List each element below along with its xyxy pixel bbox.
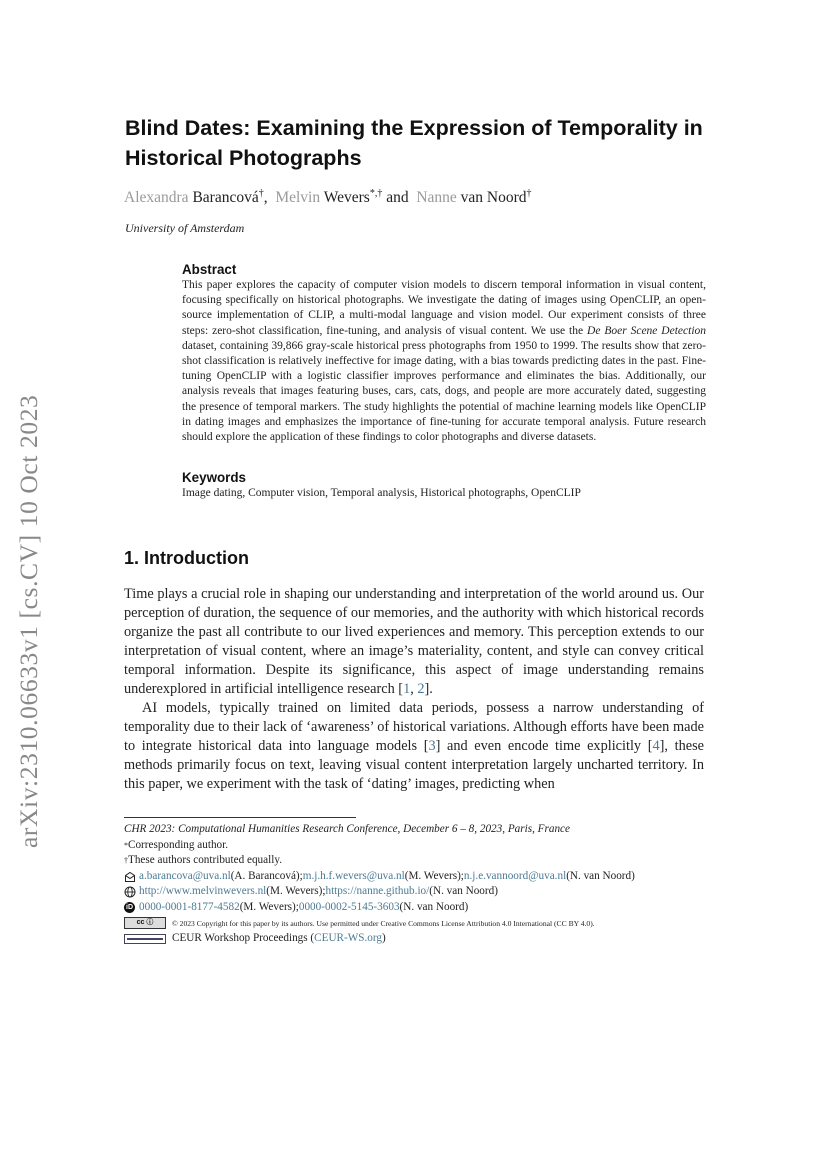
email-link[interactable]: a.barancova@uva.nl xyxy=(139,869,231,882)
keywords-section xyxy=(182,470,706,501)
ceur-line xyxy=(124,931,714,947)
footnote-mark: † xyxy=(124,856,128,866)
author-family-name: van Noord xyxy=(460,189,527,206)
citation-link[interactable]: 3 xyxy=(428,738,436,754)
website-owner: (N. van Noord) xyxy=(429,885,498,898)
conference-note: CHR 2023: Computational Humanities Research Conference, December 6 – 8, 2023, Paris, France xyxy=(124,823,570,835)
text-run: AI models, typically trained on limited data periods, possess a narrow understanding of temporality due to their lack of ‘awareness’ of historical variations. Although efforts have been made to integrate historical data into language models [ xyxy=(124,700,704,754)
abstract-heading: Abstract xyxy=(182,262,237,277)
abstract-text xyxy=(182,278,706,445)
text-run: Time plays a crucial role in shaping our understanding and interpretation of the world around us. Our perception of duration, the sequence of our memories, and the authority with which historical records organize the past all contribute to our lived experiences and memory. This perception extends to our interpretation of visual content, where an image’s materiality, content, and style can convey critical temporal information. Despite its significance, this aspect of image understanding remains underexplored in artificial intelligence research [ xyxy=(124,586,704,697)
website-line xyxy=(124,884,714,900)
author-family-name: Barancová xyxy=(192,189,259,206)
license-line xyxy=(124,916,714,932)
keywords-text: Image dating, Computer vision, Temporal analysis, Historical photographs, OpenCLIP xyxy=(182,487,581,499)
author-mark: † xyxy=(526,188,532,199)
email-link[interactable]: m.j.h.f.wevers@uva.nl xyxy=(302,869,405,882)
corresponding-note xyxy=(124,838,714,854)
envelope-icon xyxy=(124,871,136,883)
abstract-section xyxy=(182,262,706,445)
ceur-logo-icon xyxy=(124,934,166,944)
website-link[interactable]: https://nanne.github.io/ xyxy=(325,885,430,898)
orcid-owner: (N. van Noord) xyxy=(399,900,469,913)
email-owner: (M. Wevers); xyxy=(404,869,464,882)
email-owner: (N. van Noord) xyxy=(566,869,635,882)
author-mark: *,† xyxy=(369,188,383,199)
introduction-body xyxy=(124,585,704,794)
citation-link[interactable]: 1 xyxy=(403,681,411,697)
author-given-name[interactable]: Alexandra xyxy=(124,189,189,206)
ceur-text: ) xyxy=(382,932,386,945)
citation-link[interactable]: 4 xyxy=(652,738,660,754)
paper-title: Blind Dates: Examining the Expression of Temporality in Historical Photographs xyxy=(125,116,703,170)
orcid-owner: (M. Wevers); xyxy=(239,900,299,913)
footnotes xyxy=(124,822,714,947)
ceur-text: CEUR Workshop Proceedings ( xyxy=(172,932,315,945)
orcid-link[interactable]: 0000-0001-8177-4582 xyxy=(139,900,240,913)
footnote-text: These authors contributed equally. xyxy=(128,854,282,867)
author-and: and xyxy=(386,189,409,206)
abstract-text-part: This paper explores the capacity of computer vision models to discern temporal information in visual content, focusing specifically on historical photographs. We investigate the dating of images using OpenCLIP, an open-source implementation of CLIP, a multi-modal language and vision model. Our experiment consists of three steps: zero-shot classification, fine-tuning, and analysis of visual content. We use the xyxy=(182,279,706,337)
text-run: ]. xyxy=(424,681,433,697)
email-line xyxy=(124,869,714,885)
abstract-text-part: dataset, containing 39,866 gray-scale historical press photographs from 1950 to 1999. The results show that zero-shot classification is relatively ineffective for image dating, with a bias towards predicting dates in the past. Fine-tuning OpenCLIP with a logistic classifier improves performance and eliminates the bias. Additionally, our analysis reveals that images featuring buses, cars, cats, dogs, and people are more accurately dated, suggesting the presence of temporal markers. The study highlights the potential of machine learning models like OpenCLIP in dating images and emphasizes the importance of fine-tuning for accurate temporal analysis. Future research should explore the application of these findings to color photographs and diverse datasets. xyxy=(182,339,706,444)
email-owner: (A. Barancová); xyxy=(230,869,303,882)
author-given-name[interactable]: Melvin xyxy=(275,189,321,206)
citation-link[interactable]: 2 xyxy=(417,681,425,697)
website-owner: (M. Wevers); xyxy=(266,885,326,898)
footnote-mark: * xyxy=(124,840,128,850)
globe-icon xyxy=(124,886,136,898)
equal-contribution-note xyxy=(124,853,714,869)
orcid-line xyxy=(124,900,714,916)
website-link[interactable]: http://www.melvinwevers.nl xyxy=(139,885,267,898)
section-heading-introduction: 1. Introduction xyxy=(124,548,249,568)
email-link[interactable]: n.j.e.vannoord@uva.nl xyxy=(463,869,567,882)
orcid-link[interactable]: 0000-0002-5145-3603 xyxy=(298,900,400,913)
author-mark: † xyxy=(258,188,264,199)
affiliation: University of Amsterdam xyxy=(125,221,245,235)
ceur-link[interactable]: CEUR-WS.org xyxy=(314,932,383,945)
footnote-rule xyxy=(124,817,356,818)
paragraph xyxy=(124,699,704,794)
footnote-text: Corresponding author. xyxy=(128,838,229,851)
arxiv-identifier: arXiv:2310.06633v1 [cs.CV] 10 Oct 2023 xyxy=(14,394,43,848)
author-given-name[interactable]: Nanne xyxy=(416,189,457,206)
paragraph: Time plays a crucial role in shaping our understanding and interpretation of the world around us. Our perception of duration, the sequence of our memories, and the authority with which historical records organize the past all contribute to our lived experiences and memory. This perception extends to our interpretation of visual content, where an image’s materiality, content, and style can convey critical temporal information. Despite its significance, this aspect of image understanding remains underexplored in artificial intelligence research [1, 2]. xyxy=(124,586,704,697)
text-run: ] and even encode time explicitly [ xyxy=(435,738,653,754)
keywords-heading: Keywords xyxy=(182,470,246,485)
author-list xyxy=(124,184,724,208)
author-separator: , xyxy=(263,189,268,206)
text-run: ], these methods primarily focus on text, leaving visual content interpretation largely uncharted territory. In this paper, we experiment with the task of ‘dating’ images, predicting when xyxy=(124,738,704,792)
orcid-icon: iD xyxy=(126,904,133,912)
copyright-text: © 2023 Copyright for this paper by its authors. Use permitted under Creative Commons License Attribution 4.0 International (CC BY 4.0). xyxy=(172,918,595,928)
dataset-name: De Boer Scene Detection xyxy=(587,324,707,337)
author-family-name: Wevers xyxy=(323,189,370,206)
cc-by-icon[interactable]: cc ⓘ xyxy=(124,917,166,929)
